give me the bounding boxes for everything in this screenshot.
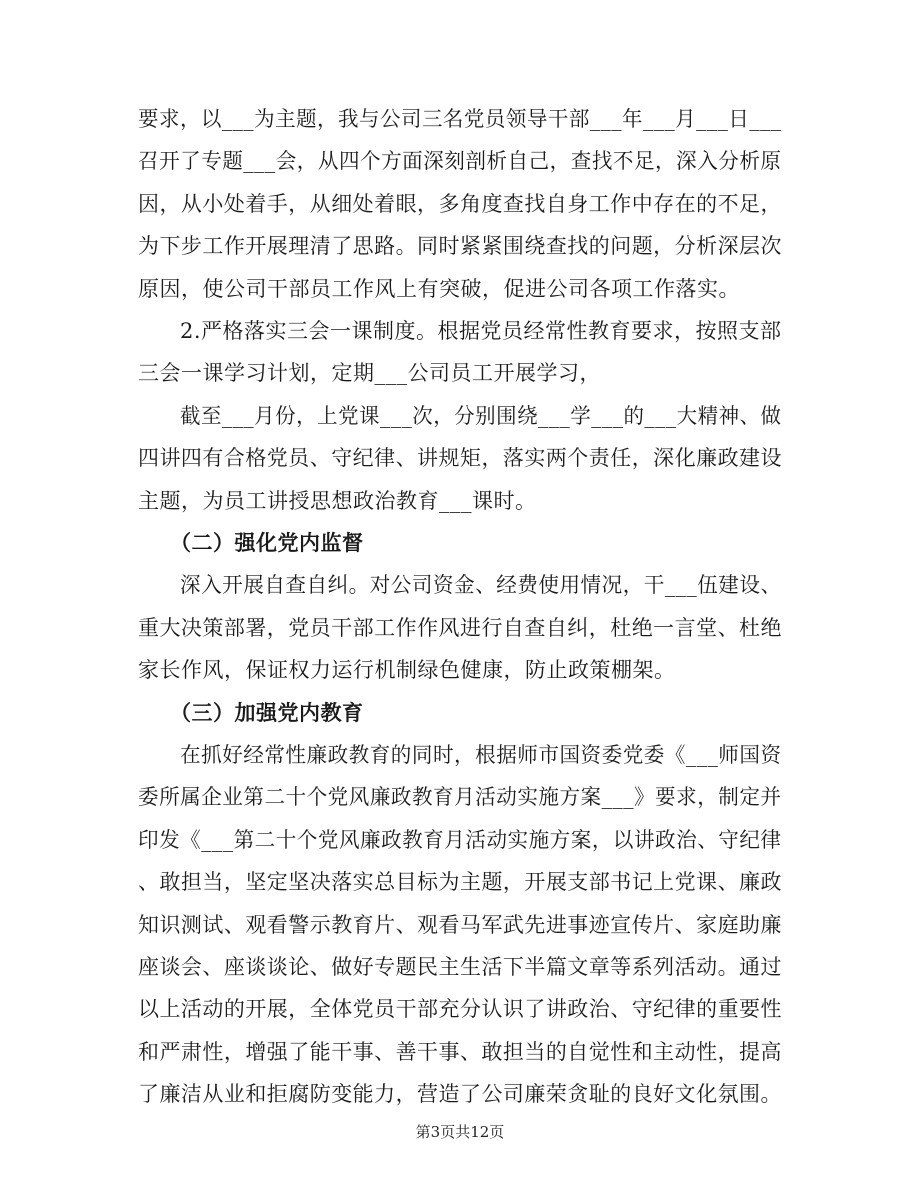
body-line-16: 在抓好经常性廉政教育的同时，根据师市国资委党委《___师国资 — [180, 743, 782, 767]
body-line-4: 为下步工作开展理清了思路。同时紧紧围绕查找的问题，分析深层次 — [138, 234, 782, 258]
section-heading-2: （二）强化党内监督 — [170, 530, 364, 555]
body-line-12: 深入开展自查自纠。对公司资金、经费使用情况，干___伍建设、 — [180, 573, 782, 597]
body-line-22: 以上活动的开展，全体党员干部充分认识了讲政治、守纪律的重要性 — [138, 997, 782, 1021]
body-line-21: 座谈会、座谈谈论、做好专题民主生活下半篇文章等系列活动。通过 — [138, 955, 782, 979]
body-line-9: 四讲四有合格党员、守纪律、讲规矩，落实两个责任，深化廉政建设 — [138, 446, 782, 470]
body-line-23: 和严肃性，增强了能干事、善干事、敢担当的自觉性和主动性，提高 — [138, 1040, 782, 1064]
body-line-24: 了廉洁从业和拒腐防变能力，营造了公司廉荣贪耻的良好文化氛围。 — [138, 1082, 782, 1106]
body-line-3: 因，从小处着手，从细处着眼，多角度查找自身工作中存在的不足， — [138, 192, 782, 216]
body-line-2: 召开了专题___会，从四个方面深刻剖析自己，查找不足，深入分析原 — [138, 149, 782, 173]
body-line-8: 截至___月份，上党课___次，分别围绕___学___的___大精神、做 — [180, 404, 782, 428]
body-line-19: 、敢担当，坚定坚决落实总目标为主题，开展支部书记上党课、廉政 — [138, 870, 782, 894]
body-line-5: 原因，使公司干部员工作风上有突破，促进公司各项工作落实。 — [138, 277, 740, 301]
body-line-17: 委所属企业第二十个党风廉政教育月活动实施方案___》要求，制定并 — [138, 785, 782, 809]
body-line-1: 要求，以___为主题，我与公司三名党员领导干部___年___月___日___ — [138, 107, 782, 131]
body-line-14: 家长作风，保证权力运行机制绿色健康，防止政策棚架。 — [138, 658, 676, 682]
page-number: 第3页共12页 — [415, 1123, 505, 1141]
body-line-18: 印发《___第二十个党风廉政教育月活动实施方案，以讲政治、守纪律 — [138, 828, 782, 852]
section-heading-3: （三）加强党内教育 — [170, 700, 364, 725]
body-line-6: 2.严格落实三会一课制度。根据党员经常性教育要求，按照支部 — [180, 319, 782, 343]
body-line-10: 主题，为员工讲授思想政治教育___课时。 — [138, 489, 537, 513]
body-line-20: 知识测试、观看警示教育片、观看马军武先进事迹宣传片、家庭助廉 — [138, 913, 782, 937]
body-line-13: 重大决策部署，党员干部工作作风进行自查自纠，杜绝一言堂、杜绝 — [138, 616, 782, 640]
body-line-7: 三会一课学习计划，定期___公司员工开展学习， — [138, 361, 601, 385]
